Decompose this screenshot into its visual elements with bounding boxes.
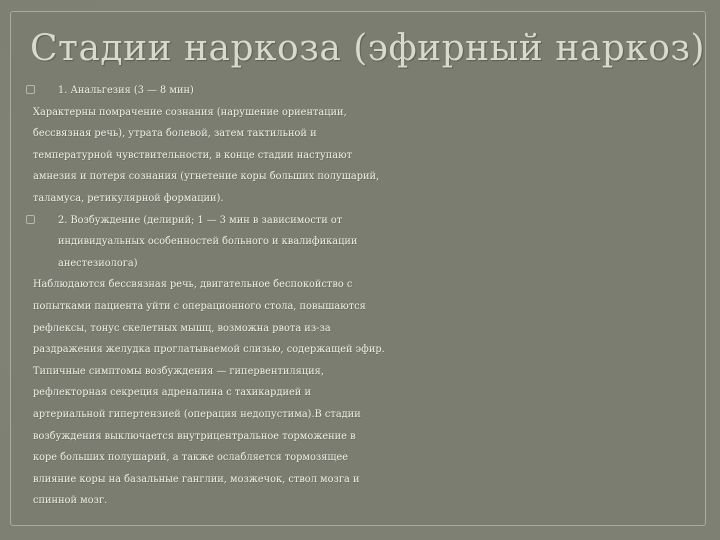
text-line: влияние коры на базальные ганглии, мозжечок, ствол мозга и: [33, 473, 360, 485]
text-line: возбуждения выключается внутрицентральное торможение в: [33, 430, 356, 442]
text-line: раздражения желудка проглатываемой слизью, содержащей эфир.: [33, 344, 385, 356]
bullet-item-analgesia: [33, 80, 713, 102]
text-line: рефлексы, тонус скелетных мышц, возможна рвота из-за: [33, 322, 331, 334]
text-line: таламуса, ретикулярной формации).: [33, 192, 224, 204]
text-line: Наблюдаются бессвязная речь, двигательное беспокойство с: [33, 279, 353, 291]
slide-title: Стадии наркоза (эфирный наркоз): [30, 28, 706, 69]
bullet-square-icon: [26, 215, 35, 224]
text-line: рефлекторная секреция адреналина с тахикардией и: [33, 387, 311, 399]
text-line: коре больших полушарий, а также ослабляется тормозящее: [33, 452, 349, 464]
text-line: бессвязная речь), утрата болевой, затем тактильной и: [33, 128, 317, 140]
text-line: анестезиолога): [58, 257, 138, 269]
text-line: индивидуальных особенностей больного и квалификации: [58, 236, 358, 248]
text-line: Типичные симптомы возбуждения — гипервентиляция,: [33, 365, 324, 377]
text-line: Характерны помрачение сознания (нарушение ориентации,: [33, 106, 347, 118]
text-line: спинной мозг.: [33, 495, 108, 507]
text-line: артериальной гипертензией (операция недопустима).В стадии: [33, 408, 361, 420]
bullet-square-icon: [26, 85, 35, 94]
text-line: температурной чувствительности, в конце стадии наступают: [33, 149, 353, 161]
bullet-text: 1. Анальгезия (3 — 8 мин): [58, 85, 194, 96]
slide-body: [33, 80, 713, 512]
text-line: попытками пациента уйти с операционного стола, повышаются: [33, 300, 366, 312]
text-line: амнезия и потеря сознания (угнетение коры больших полушарий,: [33, 171, 380, 183]
bullet-item-excitation: [33, 210, 713, 232]
bullet-text: 2. Возбуждение (делирий; 1 — 3 мин в зависимости от: [58, 214, 343, 226]
